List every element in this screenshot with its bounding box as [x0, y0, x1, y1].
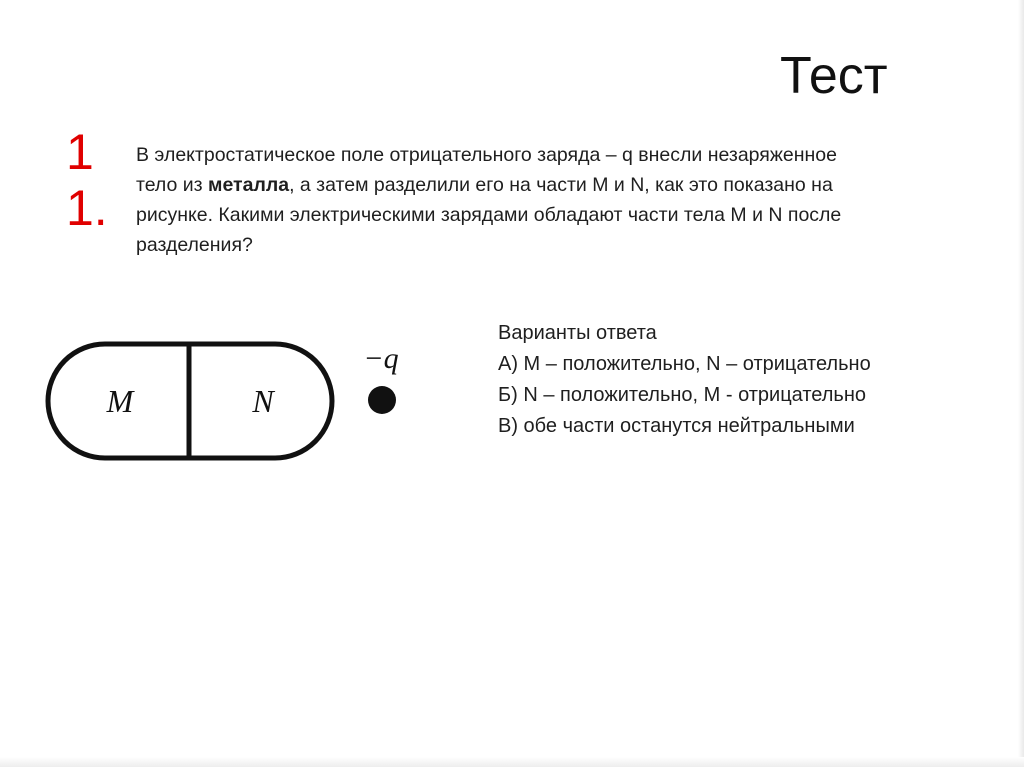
slide-edge-shadow	[1018, 0, 1024, 767]
question-text-bold: металла	[208, 174, 290, 196]
negative-charge-dot	[368, 386, 396, 414]
part-m-label: M	[106, 383, 134, 419]
question-number	[66, 124, 116, 236]
slide-bottom-shadow	[0, 757, 1024, 767]
body-diagram	[36, 334, 436, 470]
answer-options	[498, 318, 998, 442]
answer-option-b: Б) N – положительно, M - отрицательно	[498, 384, 867, 406]
question-number-line-2: 1.	[66, 180, 108, 236]
answer-option-a: А) M – положительно, N – отрицательно	[498, 353, 871, 375]
slide-title: Тест	[780, 47, 888, 105]
answer-option-c: В) обе части останутся нейтральными	[498, 415, 855, 437]
question-number-line-1: 1	[66, 124, 94, 180]
part-n-label: N	[252, 383, 274, 419]
answers-heading: Варианты ответа	[498, 322, 657, 344]
charge-label: −q	[363, 342, 399, 375]
question-text-part-2: , а затем разделили его на части M и N, как это показано на рисунке. Какими электрическими зарядами обладают части тела M и N после разделения?	[136, 174, 842, 256]
question-text-part-1: В электростатическое поле отрицательного заряда – q внесли незаряженное тело из	[136, 144, 837, 196]
question-text	[136, 140, 866, 260]
